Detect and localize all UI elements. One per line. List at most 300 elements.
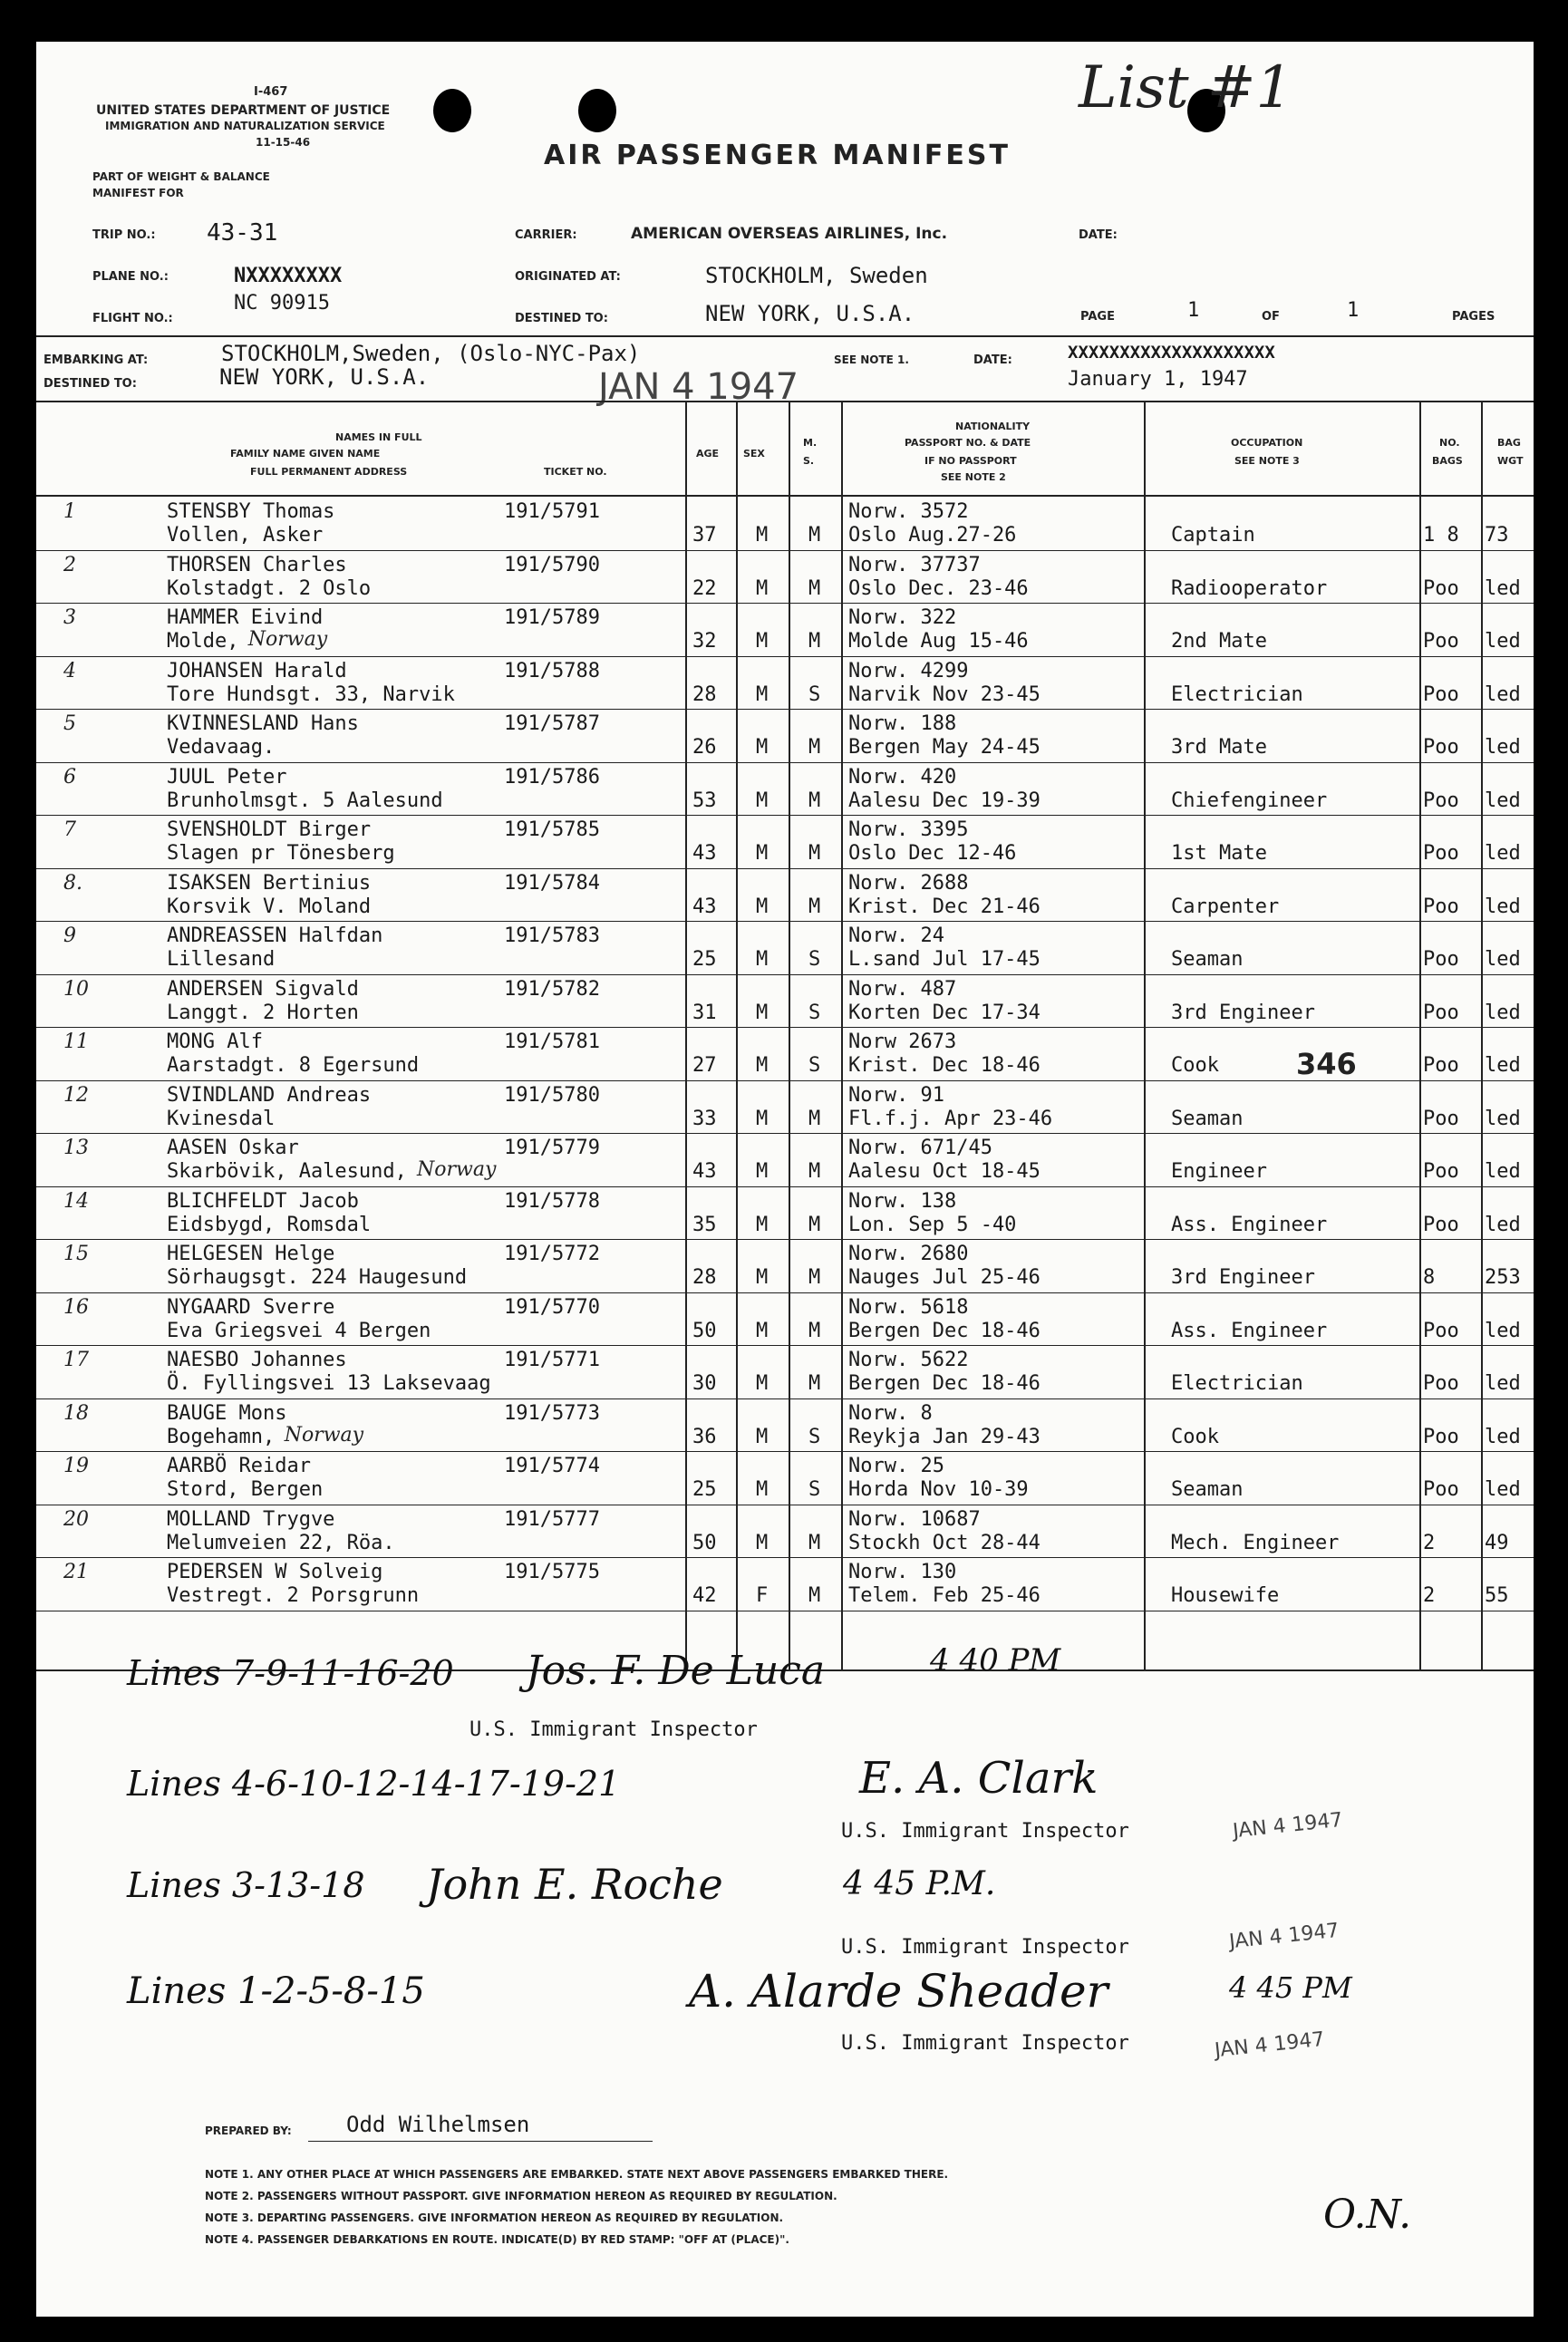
row-divider (36, 868, 1534, 869)
passenger-name: MONG Alf (167, 1031, 263, 1053)
row-number: 14 (63, 1189, 89, 1213)
ticket-number: 191/5787 (504, 712, 600, 735)
passenger-name: JOHANSEN Harald (167, 659, 347, 682)
passport-issue: Narvik Nov 23-45 (848, 682, 1040, 706)
passenger-age: 37 (692, 524, 717, 547)
ticket-number: 191/5777 (504, 1507, 600, 1531)
passenger-occupation: Carpenter (1171, 895, 1280, 918)
passenger-occupation: 2nd Mate (1171, 630, 1267, 653)
passenger-age: 50 (692, 1531, 717, 1554)
row-number: 8. (63, 871, 82, 895)
passenger-address: Vestregt. 2 Porsgrunn (167, 1584, 420, 1607)
passenger-sex: M (756, 842, 769, 865)
col-wgt-1: BAG (1497, 437, 1521, 449)
passenger-occupation: 3rd Engineer (1171, 1001, 1315, 1024)
row-divider (36, 1080, 1534, 1081)
prepared-underline (308, 2141, 653, 2142)
bag-count: Poo (1423, 736, 1459, 759)
passenger-address: Vollen, Asker (167, 524, 324, 547)
originated-label: ORIGINATED AT: (515, 270, 621, 284)
passenger-marital-status: M (808, 1319, 821, 1342)
passenger-age: 27 (692, 1054, 717, 1077)
col-sex: SEX (743, 448, 765, 460)
passenger-marital-status: S (808, 1001, 821, 1024)
passenger-sex: M (756, 576, 769, 600)
bag-count: Poo (1423, 1054, 1459, 1077)
inspector-4-signature: A. Alarde Sheader (689, 1965, 1108, 2018)
inspector-2-signature: E. A. Clark (859, 1753, 1099, 1804)
passport-issue: Lon. Sep 5 -40 (848, 1213, 1017, 1236)
passport-issue: Fl.f.j. Apr 23-46 (848, 1107, 1053, 1130)
row-divider (36, 550, 1534, 551)
passenger-occupation: Electrician (1171, 682, 1303, 706)
inspector-2-lines: Lines 4-6-10-12-14-17-19-21 (127, 1764, 621, 1804)
passenger-name: THORSEN Charles (167, 553, 347, 576)
bag-count: Poo (1423, 948, 1459, 971)
nationality-passport: Norw. 5622 (848, 1349, 969, 1371)
bag-count: Poo (1423, 895, 1459, 918)
prepared-value: Odd Wilhelmsen (346, 2112, 530, 2137)
ticket-number: 191/5784 (504, 871, 600, 895)
passenger-address: Eva Griegsvei 4 Bergen (167, 1319, 431, 1342)
passenger-address: Kvinesdal (167, 1107, 276, 1130)
passenger-marital-status: S (808, 1478, 821, 1501)
passenger-age: 43 (692, 842, 717, 865)
page-value: 1 (1187, 299, 1200, 322)
bag-weight: led (1485, 1054, 1521, 1077)
handwritten-country: Norway (417, 1158, 497, 1181)
bag-count: Poo (1423, 1160, 1459, 1183)
agency-line-2: IMMIGRATION AND NATURALIZATION SERVICE (105, 120, 385, 132)
passenger-sex: M (756, 1425, 769, 1448)
row-divider (36, 974, 1534, 975)
note-2: NOTE 2. PASSENGERS WITHOUT PASSPORT. GIVE INFORMATION HEREON AS REQUIRED BY REGULATION. (205, 2190, 837, 2202)
col-names-1: NAMES IN FULL (335, 431, 422, 443)
passenger-age: 28 (692, 1266, 717, 1289)
row-number: 3 (63, 606, 76, 629)
passenger-occupation: Mech. Engineer (1171, 1531, 1340, 1554)
plane-label: PLANE NO.: (92, 270, 169, 284)
table-top-line (36, 401, 1534, 402)
nationality-passport: Norw. 2688 (848, 871, 969, 895)
nationality-passport: Norw. 130 (848, 1561, 957, 1583)
row-divider (36, 1451, 1534, 1452)
date-label-2: DATE: (973, 353, 1012, 367)
passenger-age: 53 (692, 789, 717, 812)
destined-value-2: NEW YORK, U.S.A. (219, 364, 430, 390)
row-number: 20 (63, 1507, 89, 1531)
passenger-address: Brunholmsgt. 5 Aalesund (167, 789, 443, 812)
nationality-passport: Norw 2673 (848, 1031, 957, 1053)
row-number: 12 (63, 1083, 89, 1107)
passenger-name: MOLLAND Trygve (167, 1507, 335, 1531)
passenger-age: 31 (692, 1001, 717, 1024)
inspector-3-stamp: JAN 4 1947 (1228, 1919, 1341, 1954)
passenger-occupation: 1st Mate (1171, 842, 1267, 865)
bag-weight: led (1485, 576, 1521, 600)
punch-hole (578, 89, 616, 132)
passenger-occupation: Radiooperator (1171, 576, 1328, 600)
bag-count: Poo (1423, 576, 1459, 600)
inspector-3-caption: U.S. Immigrant Inspector (841, 1936, 1129, 1959)
passenger-address: Lillesand (167, 948, 276, 971)
passenger-sex: M (756, 1054, 769, 1077)
form-number: I-467 (254, 85, 288, 99)
passport-issue: Korten Dec 17-34 (848, 1001, 1040, 1024)
passenger-marital-status: M (808, 1584, 821, 1607)
inspector-1-time: 4 40 PM (930, 1642, 1061, 1679)
passenger-name: HAMMER Eivind (167, 606, 324, 629)
row-divider (36, 603, 1534, 604)
passenger-sex: M (756, 1531, 769, 1554)
passenger-marital-status: M (808, 789, 821, 812)
passenger-name: STENSBY Thomas (167, 500, 335, 523)
passenger-marital-status: S (808, 948, 821, 971)
row-number: 21 (63, 1561, 89, 1583)
row-number: 13 (63, 1137, 89, 1159)
col-bags-1: NO. (1439, 437, 1460, 449)
bag-weight: led (1485, 948, 1521, 971)
bag-weight: led (1485, 1425, 1521, 1448)
row-number: 5 (63, 712, 76, 735)
bag-weight: led (1485, 1001, 1521, 1024)
table-header-line (36, 495, 1534, 497)
received-stamp: JAN 4 1947 (598, 366, 799, 408)
col-nat-1: NATIONALITY (955, 421, 1031, 432)
nationality-passport: Norw. 188 (848, 712, 957, 735)
passenger-name: SVENSHOLDT Birger (167, 818, 372, 841)
nationality-passport: Norw. 25 (848, 1455, 944, 1477)
nationality-passport: Norw. 10687 (848, 1507, 981, 1531)
inspector-3-lines: Lines 3-13-18 (127, 1865, 365, 1905)
col-divider (789, 401, 790, 1669)
row-divider (36, 1027, 1534, 1028)
row-number: 9 (63, 924, 76, 947)
passport-issue: Telem. Feb 25-46 (848, 1584, 1040, 1607)
nationality-passport: Norw. 24 (848, 924, 944, 947)
row-divider (36, 921, 1534, 922)
originated-value: STOCKHOLM, Sweden (705, 263, 928, 288)
ticket-number: 191/5774 (504, 1455, 600, 1477)
passenger-name: BLICHFELDT Jacob (167, 1189, 359, 1213)
row-number: 18 (63, 1401, 89, 1425)
handwritten-country: Norway (247, 628, 328, 651)
passenger-name: JUUL Peter (167, 765, 287, 789)
passport-issue: Oslo Dec. 23-46 (848, 576, 1029, 600)
passenger-sex: M (756, 948, 769, 971)
ticket-number: 191/5790 (504, 553, 600, 576)
trip-value: 43-31 (207, 219, 278, 247)
passenger-age: 28 (692, 682, 717, 706)
carrier-value: AMERICAN OVERSEAS AIRLINES, Inc. (631, 225, 948, 243)
ticket-number: 191/5786 (504, 765, 600, 789)
pages-label: PAGES (1452, 310, 1495, 324)
passenger-address: Sörhaugsgt. 224 Haugesund (167, 1266, 468, 1289)
date-struck: XXXXXXXXXXXXXXXXXXXX (1068, 343, 1275, 363)
passport-issue: Krist. Dec 21-46 (848, 895, 1040, 918)
passenger-occupation: Ass. Engineer (1171, 1213, 1328, 1236)
nationality-passport: Norw. 487 (848, 977, 957, 1001)
nationality-passport: Norw. 4299 (848, 659, 969, 682)
manifest-page (36, 42, 1534, 2317)
row-divider (36, 1239, 1534, 1240)
row-divider (36, 1133, 1534, 1134)
nationality-passport: Norw. 671/45 (848, 1137, 992, 1159)
row-number: 4 (63, 659, 76, 682)
passenger-address: Slagen pr Tönesberg (167, 842, 395, 865)
passenger-name: NAESBO Johannes (167, 1349, 347, 1371)
passenger-sex: M (756, 1001, 769, 1024)
passenger-marital-status: M (808, 895, 821, 918)
passenger-occupation: Engineer (1171, 1160, 1267, 1183)
col-divider (685, 401, 687, 1669)
passenger-address: Skarbövik, Aalesund, (167, 1160, 407, 1183)
bag-weight: led (1485, 1372, 1521, 1395)
passenger-sex: M (756, 1478, 769, 1501)
bag-weight: 73 (1485, 524, 1509, 547)
passenger-name: AARBÖ Reidar (167, 1455, 311, 1477)
passport-issue: Oslo Dec 12-46 (848, 842, 1017, 865)
passenger-address: Langgt. 2 Horten (167, 1001, 359, 1024)
passenger-sex: M (756, 1160, 769, 1183)
passport-issue: Aalesu Dec 19-39 (848, 789, 1040, 812)
bag-weight: led (1485, 1107, 1521, 1130)
passenger-sex: M (756, 524, 769, 547)
passenger-name: HELGESEN Helge (167, 1243, 335, 1265)
col-nat-3: IF NO PASSPORT (924, 455, 1017, 467)
embarking-value: STOCKHOLM,Sweden, (Oslo-NYC-Pax) (221, 341, 641, 366)
passenger-sex: M (756, 1107, 769, 1130)
passport-issue: Bergen Dec 18-46 (848, 1319, 1040, 1342)
inspector-3-time: 4 45 P.M. (843, 1865, 996, 1902)
col-nat-2: PASSPORT NO. & DATE (905, 437, 1031, 449)
nationality-passport: Norw. 91 (848, 1083, 944, 1107)
passenger-age: 36 (692, 1425, 717, 1448)
passenger-address: Vedavaag. (167, 736, 276, 759)
passenger-age: 22 (692, 576, 717, 600)
bag-count: Poo (1423, 1372, 1459, 1395)
passenger-marital-status: S (808, 682, 821, 706)
passenger-address: Aarstadgt. 8 Egersund (167, 1054, 420, 1077)
bag-count: Poo (1423, 842, 1459, 865)
passenger-marital-status: M (808, 524, 821, 547)
passenger-sex: M (756, 1319, 769, 1342)
col-ms-1: M. (803, 437, 818, 449)
passenger-name: BAUGE Mons (167, 1401, 287, 1425)
col-wgt-2: WGT (1497, 455, 1524, 467)
passenger-marital-status: M (808, 842, 821, 865)
row-divider (36, 1398, 1534, 1399)
passenger-address: Eidsbygd, Romsdal (167, 1213, 372, 1236)
passenger-address: Stord, Bergen (167, 1478, 324, 1501)
note-4: NOTE 4. PASSENGER DEBARKATIONS EN ROUTE. INDICATE(D) BY RED STAMP: "OFF AT (PLACE)". (205, 2233, 789, 2246)
passport-issue: Oslo Aug.27-26 (848, 524, 1017, 547)
bag-weight: led (1485, 1319, 1521, 1342)
bag-count: Poo (1423, 1213, 1459, 1236)
passenger-address: Ö. Fyllingsvei 13 Laksevaag (167, 1372, 491, 1395)
bag-count: Poo (1423, 630, 1459, 653)
row-number: 6 (63, 765, 76, 789)
passenger-age: 50 (692, 1319, 717, 1342)
of-label: OF (1262, 310, 1280, 324)
ticket-number: 191/5775 (504, 1561, 600, 1583)
punch-hole (433, 89, 471, 132)
bag-weight: led (1485, 895, 1521, 918)
note-1: NOTE 1. ANY OTHER PLACE AT WHICH PASSENGERS ARE EMBARKED. STATE NEXT ABOVE PASSENGERS EMBARKED THERE. (205, 2168, 949, 2181)
passenger-address: Korsvik V. Moland (167, 895, 372, 918)
passenger-sex: M (756, 1266, 769, 1289)
passenger-address: Kolstadgt. 2 Oslo (167, 576, 372, 600)
passenger-occupation: Seaman (1171, 1478, 1244, 1501)
passenger-name: ANDERSEN Sigvald (167, 977, 359, 1001)
nationality-passport: Norw. 3572 (848, 500, 969, 523)
bag-weight: led (1485, 1160, 1521, 1183)
passenger-marital-status: M (808, 1372, 821, 1395)
nationality-passport: Norw. 2680 (848, 1243, 969, 1265)
col-ms-2: S. (803, 455, 815, 467)
passenger-occupation: Seaman (1171, 948, 1244, 971)
bag-weight: led (1485, 842, 1521, 865)
passenger-occupation: Ass. Engineer (1171, 1319, 1328, 1342)
ticket-number: 191/5772 (504, 1243, 600, 1265)
nationality-passport: Norw. 3395 (848, 818, 969, 841)
bag-count: Poo (1423, 1001, 1459, 1024)
passenger-marital-status: M (808, 1107, 821, 1130)
bag-count: 8 (1423, 1266, 1436, 1289)
col-occ-1: OCCUPATION (1231, 437, 1303, 449)
flight-value: NC 90915 (234, 292, 330, 315)
passenger-occupation: Housewife (1171, 1584, 1280, 1607)
nationality-passport: Norw. 138 (848, 1189, 957, 1213)
row-divider (36, 762, 1534, 763)
passenger-occupation: Cook (1171, 1054, 1219, 1077)
header-divider (36, 335, 1534, 337)
ticket-number: 191/5781 (504, 1031, 600, 1053)
passenger-occupation: 3rd Mate (1171, 736, 1267, 759)
passenger-sex: F (756, 1584, 769, 1607)
bag-count: Poo (1423, 682, 1459, 706)
inspector-2-caption: U.S. Immigrant Inspector (841, 1820, 1129, 1843)
col-divider (1144, 401, 1146, 1669)
passenger-marital-status: S (808, 1425, 821, 1448)
passenger-age: 35 (692, 1213, 717, 1236)
inspector-1-lines: Lines 7-9-11-16-20 (127, 1653, 454, 1693)
passenger-marital-status: S (808, 1054, 821, 1077)
passenger-occupation: Cook (1171, 1425, 1219, 1448)
inspector-4-caption: U.S. Immigrant Inspector (841, 2032, 1129, 2055)
plane-value: NXXXXXXXX (234, 265, 343, 287)
row-number: 17 (63, 1349, 89, 1371)
passenger-occupation: Seaman (1171, 1107, 1244, 1130)
bag-count: Poo (1423, 1107, 1459, 1130)
passenger-age: 26 (692, 736, 717, 759)
passport-issue: L.sand Jul 17-45 (848, 948, 1040, 971)
bag-weight: 55 (1485, 1584, 1509, 1607)
nationality-passport: Norw. 8 (848, 1401, 933, 1425)
passenger-address: Molde, (167, 630, 239, 653)
passenger-sex: M (756, 1213, 769, 1236)
bag-count: Poo (1423, 789, 1459, 812)
passenger-sex: M (756, 682, 769, 706)
inspector-1-caption: U.S. Immigrant Inspector (469, 1718, 758, 1741)
col-names-2: FAMILY NAME GIVEN NAME (230, 448, 381, 460)
passenger-age: 30 (692, 1372, 717, 1395)
row-number: 15 (63, 1243, 89, 1265)
passenger-occupation: 3rd Engineer (1171, 1266, 1315, 1289)
passenger-age: 43 (692, 895, 717, 918)
col-divider (841, 401, 843, 1669)
col-occ-2: SEE NOTE 3 (1234, 455, 1300, 467)
form-date: 11-15-46 (256, 136, 311, 149)
row-number: 1 (63, 500, 76, 523)
bag-weight: led (1485, 1478, 1521, 1501)
col-divider (1419, 401, 1421, 1669)
ticket-number: 191/5785 (504, 818, 600, 841)
col-bags-2: BAGS (1432, 455, 1463, 467)
passenger-name: AASEN Oskar (167, 1137, 299, 1159)
handwritten-note: 346 (1296, 1047, 1357, 1081)
ticket-number: 191/5773 (504, 1401, 600, 1425)
embarking-label: EMBARKING AT: (44, 353, 149, 367)
col-names-3: FULL PERMANENT ADDRESS (250, 466, 408, 478)
passenger-occupation: Electrician (1171, 1372, 1303, 1395)
passenger-sex: M (756, 895, 769, 918)
passenger-age: 25 (692, 1478, 717, 1501)
bag-count: 2 (1423, 1584, 1436, 1607)
passenger-occupation: Captain (1171, 524, 1255, 547)
flight-label: FLIGHT NO.: (92, 312, 173, 325)
col-divider (1481, 401, 1483, 1669)
weight-balance-1: PART OF WEIGHT & BALANCE (92, 170, 270, 183)
row-number: 16 (63, 1295, 89, 1319)
passenger-marital-status: M (808, 1531, 821, 1554)
nationality-passport: Norw. 5618 (848, 1295, 969, 1319)
inspector-4-stamp: JAN 4 1947 (1214, 2027, 1326, 2063)
destined-label: DESTINED TO: (515, 312, 608, 325)
destined-label-2: DESTINED TO: (44, 377, 137, 391)
passenger-name: NYGAARD Sverre (167, 1295, 335, 1319)
col-age: AGE (696, 448, 720, 460)
passenger-name: SVINDLAND Andreas (167, 1083, 372, 1107)
bag-weight: led (1485, 630, 1521, 653)
passport-issue: Aalesu Oct 18-45 (848, 1160, 1040, 1183)
passport-issue: Bergen May 24-45 (848, 736, 1040, 759)
row-number: 19 (63, 1455, 89, 1477)
ticket-number: 191/5791 (504, 500, 600, 523)
note-3: NOTE 3. DEPARTING PASSENGERS. GIVE INFORMATION HEREON AS REQUIRED BY REGULATION. (205, 2211, 784, 2224)
destined-value: NEW YORK, U.S.A. (705, 301, 915, 326)
passenger-name: KVINNESLAND Hans (167, 712, 359, 735)
bag-weight: 49 (1485, 1531, 1509, 1554)
inspector-4-time: 4 45 PM (1229, 1970, 1352, 2005)
page-label: PAGE (1080, 310, 1115, 324)
ticket-number: 191/5779 (504, 1137, 600, 1159)
carrier-label: CARRIER: (515, 228, 577, 242)
passenger-address: Bogehamn, (167, 1425, 276, 1448)
ticket-number: 191/5770 (504, 1295, 600, 1319)
list-annotation: List #1 (1079, 54, 1293, 121)
row-divider (36, 1292, 1534, 1293)
inspector-1-signature: Jos. F. De Luca (526, 1648, 826, 1694)
passenger-address: Tore Hundsgt. 33, Narvik (167, 682, 455, 706)
ticket-number: 191/5778 (504, 1189, 600, 1213)
passport-issue: Krist. Dec 18-46 (848, 1054, 1040, 1077)
col-nat-4: SEE NOTE 2 (941, 471, 1006, 483)
ticket-number: 191/5789 (504, 606, 600, 629)
trip-label: TRIP NO.: (92, 228, 156, 242)
passenger-marital-status: M (808, 1160, 821, 1183)
passenger-marital-status: M (808, 576, 821, 600)
